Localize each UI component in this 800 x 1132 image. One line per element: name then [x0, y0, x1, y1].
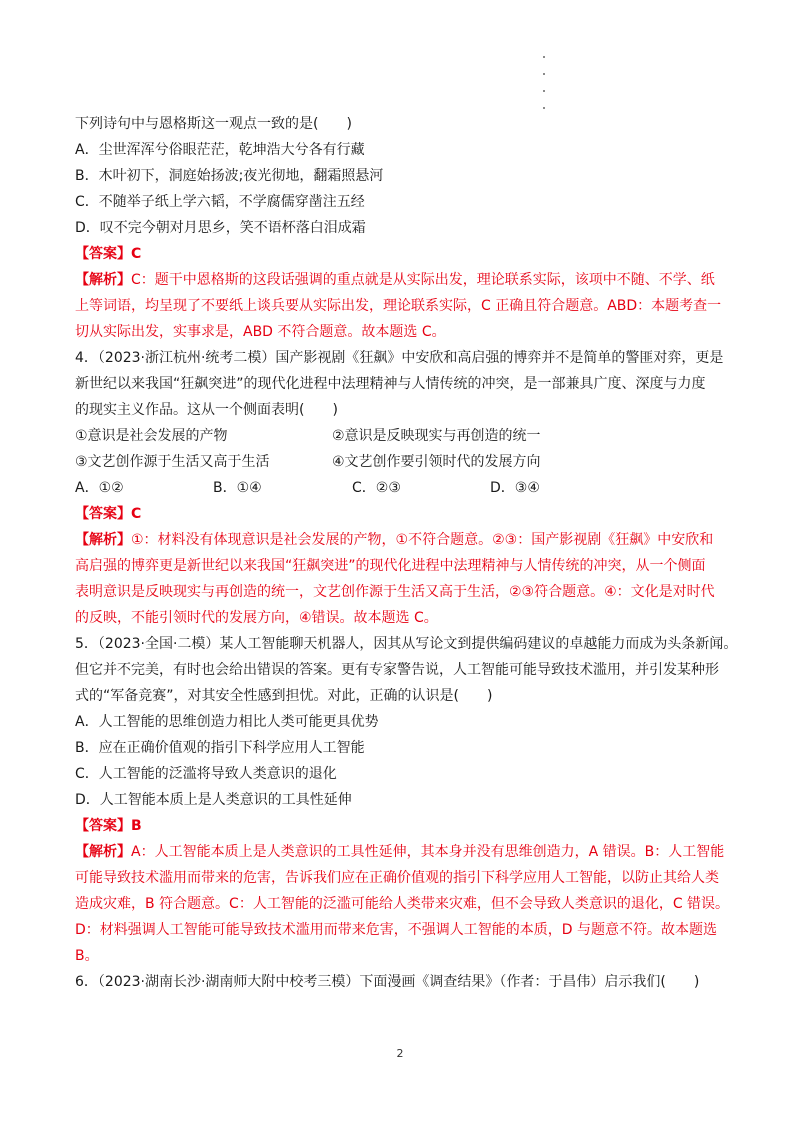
q4-analysis-line: 高启强的博弈更是新世纪以来我国“狂飙突进”的现代化进程中法理精神与人情传统的冲突，从一个侧面: [75, 558, 706, 574]
q4-option-b: B．①④: [213, 480, 262, 496]
q3-analysis: [75, 270, 715, 290]
q5-option-b: B．应在正确价值观的指引下科学应用人工智能: [75, 740, 365, 756]
q4-statements-row: [75, 452, 735, 472]
q3-option-d: D．叹不完今朝对月思乡，笑不语杯落白泪成霜: [75, 220, 366, 236]
q4-stem: 4．（2023·浙江杭州·统考二模）国产影视剧《狂飙》中安欣和高启强的博弈并不是简单的警匪对弈，更是: [75, 350, 724, 366]
answer-value: B: [131, 818, 142, 834]
q5-analysis-line: 可能导致技术滥用而带来的危害，告诉我们应在正确价值观的指引下科学应用人工智能，以防止其给人类: [75, 870, 719, 886]
q4-statement-2: ②意识是反映现实与再创造的统一: [332, 428, 541, 444]
answer-value: C: [131, 246, 142, 262]
q3-option-c: C．不随举子纸上学六韬，不学腐儒穿凿注五经: [75, 194, 365, 210]
q4-answer: [75, 504, 141, 524]
analysis-label: 【解析】: [75, 272, 131, 288]
q5-stem: 5．（2023·全国·二模）某人工智能聊天机器人，因其从写论文到提供编码建议的卓越能力而成为头条新闻。: [75, 636, 738, 652]
answer-value: C: [131, 506, 142, 522]
q5-analysis-line: B。: [75, 948, 99, 964]
q5-analysis-line: 造成灾难，B 符合题意。C：人工智能的泛滥可能给人类带来灾难，但不会导致人类意识的退化，C 错误。: [75, 896, 730, 912]
q3-option-b: B．木叶初下，洞庭始扬波;夜光彻地，翻霜照悬河: [75, 168, 384, 184]
header-dots: [543, 56, 549, 124]
q3-analysis-line: 上等词语，均呈现了不要纸上谈兵要从实际出发，理论联系实际，C 正确且符合题意。ABD：本题考查一: [75, 298, 722, 314]
q3-stem: 下列诗句中与恩格斯这一观点一致的是( ): [75, 116, 352, 132]
q5-option-c: C．人工智能的泛滥将导致人类意识的退化: [75, 766, 337, 782]
q3-option-a: A．尘世浑浑兮俗眼茫茫，乾坤浩大兮各有行藏: [75, 142, 365, 158]
analysis-text: C：题干中恩格斯的这段话强调的重点就是从实际出发，理论联系实际，该项中不随、不学、纸: [131, 272, 715, 288]
q3-answer: [75, 244, 141, 264]
q4-analysis-line: 表明意识是反映现实与再创造的统一，文艺创作源于生活又高于生活，②③符合题意。④：文化是对时代: [75, 584, 715, 600]
q5-stem: 式的“军备竞赛”，对其安全性感到担忧。对此，正确的认识是( ): [75, 688, 493, 704]
analysis-label: 【解析】: [75, 532, 131, 548]
analysis-text: ①：材料没有体现意识是社会发展的产物，①不符合题意。②③：国产影视剧《狂飙》中安欣和: [131, 532, 714, 548]
q6-stem: 6．（2023·湖南长沙·湖南师大附中校考三模）下面漫画《调查结果》（作者：于昌伟）启示我们( ): [75, 974, 700, 990]
q3-analysis-line: 切从实际出发，实事求是，ABD 不符合题意。故本题选 C。: [75, 324, 446, 340]
answer-label: 【答案】: [75, 818, 131, 834]
q4-statement-3: ③文艺创作源于生活又高于生活: [75, 454, 270, 470]
q5-stem: 但它并不完美，有时也会给出错误的答案。更有专家警告说，人工智能可能导致技术滥用，并引发某种形: [75, 662, 719, 678]
q4-option-a: A．①②: [75, 480, 124, 496]
q4-statement-4: ④文艺创作要引领时代的发展方向: [332, 454, 541, 470]
analysis-text: A：人工智能本质上是人类意识的工具性延伸，其本身并没有思维创造力，A 错误。B：人工智能: [131, 844, 725, 860]
q4-analysis: [75, 530, 713, 550]
q5-option-d: D．人工智能本质上是人类意识的工具性延伸: [75, 792, 352, 808]
page-number: 2: [396, 1047, 404, 1060]
q5-analysis-line: D：材料强调人工智能可能导致技术滥用而带来危害，不强调人工智能的本质，D 与题意不符。故本题选: [75, 922, 718, 938]
analysis-label: 【解析】: [75, 844, 131, 860]
q4-stem: 的现实主义作品。这从一个侧面表明( ): [75, 402, 338, 418]
q4-stem: 新世纪以来我国“狂飙突进”的现代化进程中法理精神与人情传统的冲突，是一部兼具广度、深度与力度: [75, 376, 706, 392]
q4-option-c: C．②③: [352, 480, 401, 496]
answer-label: 【答案】: [75, 246, 131, 262]
q5-answer: [75, 816, 142, 836]
q4-statement-1: ①意识是社会发展的产物: [75, 428, 228, 444]
q4-option-d: D．③④: [490, 480, 540, 496]
q5-analysis: [75, 842, 724, 862]
q4-analysis-line: 的反映，不能引领时代的发展方向，④错误。故本题选 C。: [75, 610, 438, 626]
answer-label: 【答案】: [75, 506, 131, 522]
q5-option-a: A．人工智能的思维创造力相比人类可能更具优势: [75, 714, 379, 730]
q4-statements-row: [75, 426, 735, 446]
